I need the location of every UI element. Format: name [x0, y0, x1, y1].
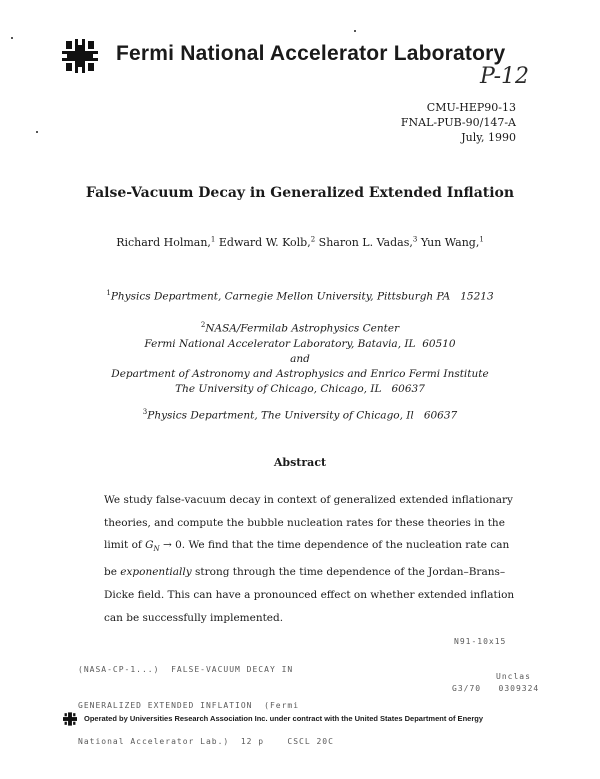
- affiliation-3: $^3$Physics Department, The University of Chicago, Il 60637: [142, 408, 458, 422]
- handwritten-note: P-12: [480, 64, 530, 89]
- abstract-line: limit of $G_N \to 0$. We find that the time dependence of the nucleation rate can: [104, 539, 510, 554]
- unclassified-stamp: Unclas: [496, 672, 531, 681]
- author: Richard Holman,$^1$: [116, 235, 216, 249]
- report-date: July, 1990: [461, 131, 516, 144]
- abstract-body: [104, 489, 515, 629]
- catalog-stamp: [78, 640, 334, 760]
- abstract-line: be exponentially strong through the time dependence of the Jordan–Brans–: [104, 566, 506, 579]
- report-number: CMU-HEP90-13: [426, 101, 516, 114]
- footer-statement: Operated by Universities Research Association Inc. under contract with the United States Department of Energy: [84, 714, 483, 723]
- author: Yun Wang,$^1$: [420, 235, 484, 249]
- accession-number: N91-10x15: [454, 637, 507, 646]
- affiliation-1: $^1$Physics Department, Carnegie Mellon University, Pittsburgh PA 15213: [106, 289, 494, 303]
- paper-title: False-Vacuum Decay in Generalized Extended Inflation: [85, 185, 515, 201]
- author: Sharon L. Vadas,$^3$: [318, 235, 418, 249]
- scan-speck: [354, 30, 356, 32]
- catalog-line: GENERALIZED EXTENDED INFLATION (Fermi: [78, 701, 300, 710]
- lab-name: Fermi National Accelerator Laboratory: [116, 42, 506, 65]
- author: Edward W. Kolb,$^2$: [218, 235, 316, 249]
- report-identifiers: [401, 100, 516, 145]
- scan-speck: [36, 131, 38, 133]
- fermilab-logo-icon: [62, 39, 98, 73]
- publication-number: FNAL-PUB-90/147-A: [400, 116, 516, 129]
- abstract-line: theories, and compute the bubble nucleation rates for these theories in the: [104, 516, 505, 529]
- catalog-line: National Accelerator Lab.) 12 p CSCL 20C: [78, 737, 334, 746]
- abstract-line: Dicke field. This can have a pronounced effect on whether extended inflation: [104, 588, 515, 601]
- catalog-line: (NASA-CP-1...) FALSE-VACUUM DECAY IN: [78, 665, 294, 674]
- author-list: [0, 235, 600, 249]
- abstract-line: can be successfully implemented.: [104, 611, 284, 624]
- affiliation-2: $^2$NASA/Fermilab Astrophysics Center Fermi National Accelerator Laboratory, Batavia, IL 60510 and Department of Astronomy and Astrophysics and Enrico Fermi Institute The University of Chicago, Chicago, IL 60637: [111, 321, 489, 395]
- abstract-line: We study false-vacuum decay in context of generalized extended inflationary: [104, 494, 513, 506]
- scan-speck: [11, 37, 13, 39]
- abstract-heading: Abstract: [273, 456, 327, 469]
- catalog-code: G3/70 0309324: [452, 684, 540, 693]
- fermilab-small-logo-icon: [63, 712, 77, 726]
